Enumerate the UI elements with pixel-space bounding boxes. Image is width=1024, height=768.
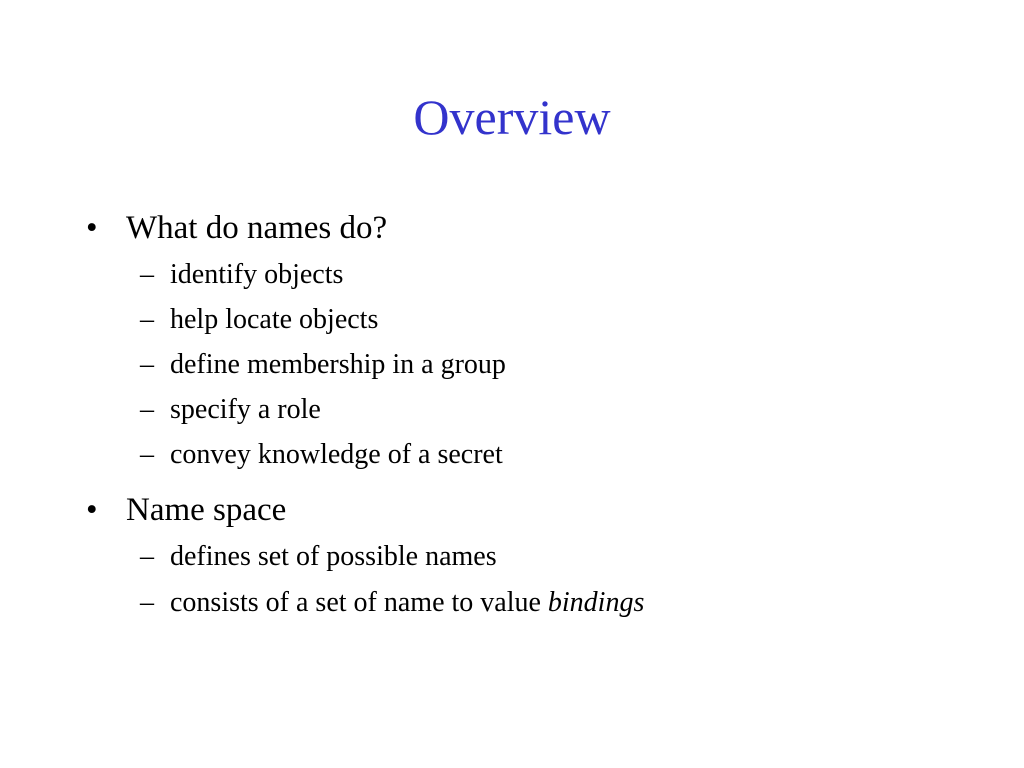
bullet-marker: • [86,492,98,528]
sub-bullet-marker: – [140,349,154,380]
sub-bullet-text: convey knowledge of a secret [170,439,503,470]
sub-bullet-marker: – [140,439,154,470]
bullet-marker: • [86,210,98,246]
sub-bullet-text: defines set of possible names [170,541,497,572]
sub-bullet-text [170,586,644,620]
sub-bullet-marker: – [140,259,154,290]
sub-bullet-text: identify objects [170,259,344,290]
emphasized-term: bindings [547,587,645,618]
sub-bullet-text: help locate objects [170,304,379,335]
bullet-text: What do names do? [126,210,388,246]
sub-bullet-text-prefix: consists of a set of name to value [170,587,548,618]
sub-bullet-marker: – [140,541,154,572]
sub-bullet-marker: – [140,394,154,425]
sub-bullet-text: define membership in a group [170,349,506,380]
bullet-text: Name space [126,492,287,528]
sub-bullet-text: specify a role [170,394,321,425]
sub-bullet-marker: – [140,587,154,618]
sub-bullet-marker: – [140,304,154,335]
slide-title: Overview [413,89,611,145]
